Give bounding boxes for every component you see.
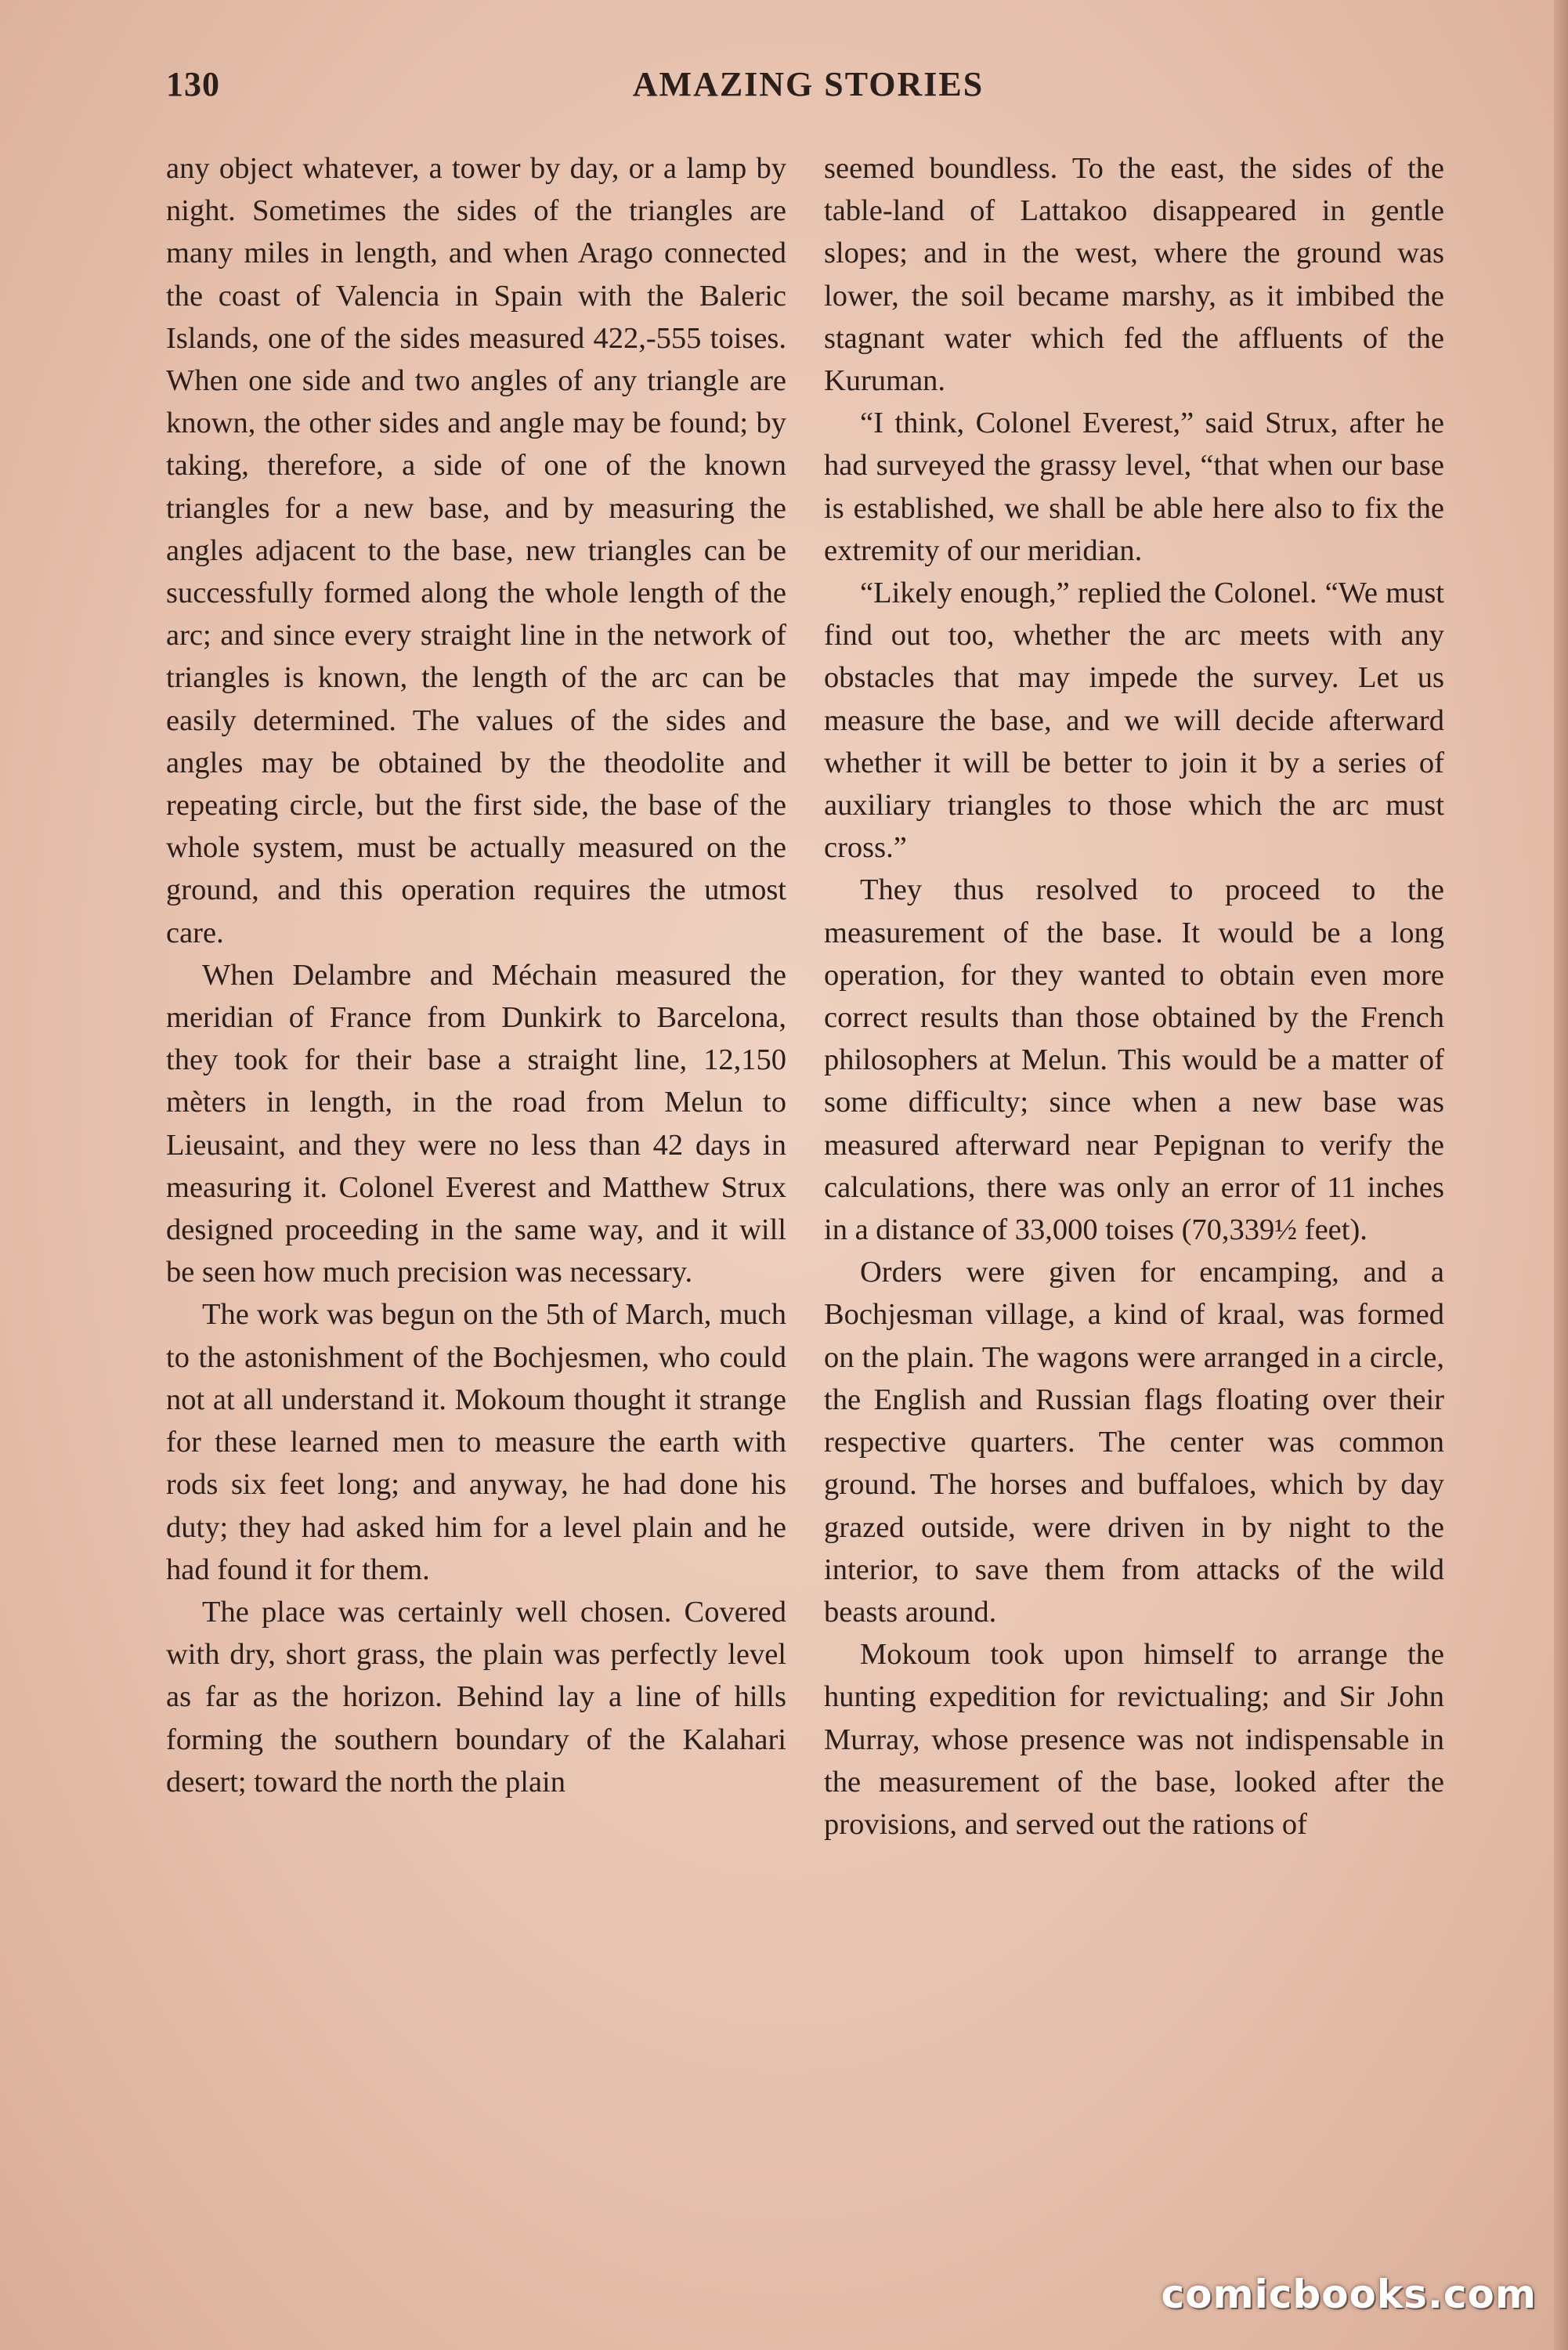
paragraph: Mokoum took upon himself to arrange the hunting expedition for revictualing; and Sir John Murray, whose presence was not indispensable in the measurement of the base, looked after the provisions, and served out the rations of	[824, 1638, 1444, 1841]
magazine-title: AMAZING STORIES	[632, 65, 985, 103]
page-number: 130	[166, 65, 220, 103]
page-edge	[1554, 0, 1568, 2350]
watermark-logo: comicbooks.com	[1161, 2272, 1537, 2317]
paragraph: “I think, Colonel Everest,” said Strux, after he had surveyed the grassy level, “that when our base is established, we shall be able here also to fix the extremity of our meridian.	[824, 407, 1444, 567]
paragraph: Orders were given for encamping, and a Bochjesman village, a kind of kraal, was formed on the plain. The wagons were arranged in a circle, the English and Russian flags floating over their respective quarters. The center was common ground. The horses and buffaloes, which by day grazed outside, were driven in by night to the interior, to save them from attacks of the wild beasts around.	[824, 1256, 1444, 1629]
left-column	[166, 147, 786, 1803]
paragraph: seemed boundless. To the east, the sides of the table-land of Lattakoo disappeared in gentle slopes; and in the west, where the ground was lower, the soil became marshy, as it imbibed the stagnant water which fed the affluents of the Kuruman.	[824, 152, 1444, 398]
paragraph: The work was begun on the 5th of March, much to the astonishment of the Bochjesmen, who could not at all understand it. Mokoum thought it strange for these learned men to measure the earth with rods six feet long; and anyway, he had done his duty; they had asked him for a level plain and he had found it for them.	[166, 1298, 786, 1586]
paragraph: When Delambre and Méchain measured the meridian of France from Dunkirk to Barcelona, they took for their base a straight line, 12,150 mèters in length, in the road from Melun to Lieusaint, and they were no less than 42 days in measuring it. Colonel Everest and Matthew Strux designed proceeding in the same way, and it will be seen how much precision was necessary.	[166, 958, 786, 1289]
paragraph: “Likely enough,” replied the Colonel. “We must find out too, whether the arc meets with any obstacles that may impede the survey. Let us measure the base, and we will decide afterward whether it will be better to join it by a series of auxiliary triangles to those which the arc must cross.”	[824, 577, 1444, 865]
paragraph: They thus resolved to proceed to the measurement of the base. It would be a long operation, for they wanted to obtain even more correct results than those obtained by the French philosophers at Melun. This would be a matter of some difficulty; since when a new base was measured afterward near Pepignan to verify the calculations, there was only an error of 11 inches in a distance of 33,000 toises (70,339½ feet).	[824, 873, 1444, 1247]
paragraph: The place was certainly well chosen. Covered with dry, short grass, the plain was perfectly level as far as the horizon. Behind lay a line of hills forming the southern boundary of the Kalahari desert; toward the north the plain	[166, 1595, 786, 1799]
page-header	[166, 64, 1451, 111]
paragraph: any object whatever, a tower by day, or a lamp by night. Sometimes the sides of the triangles are many miles in length, and when Arago connected the coast of Valencia in Spain with the Baleric Islands, one of the sides measured 422,-555 toises. When one side and two angles of any triangle are known, the other sides and angle may be found; by taking, therefore, a side of one of the known triangles for a new base, and by measuring the angles adjacent to the base, new triangles can be successfully formed along the whole length of the arc; and since every straight line in the network of triangles is known, the length of the arc can be easily determined. The values of the sides and angles may be obtained by the theodolite and repeating circle, but the first side, the base of the whole system, must be actually measured on the ground, and this operation requires the utmost care.	[166, 152, 786, 949]
right-column	[824, 147, 1444, 1846]
